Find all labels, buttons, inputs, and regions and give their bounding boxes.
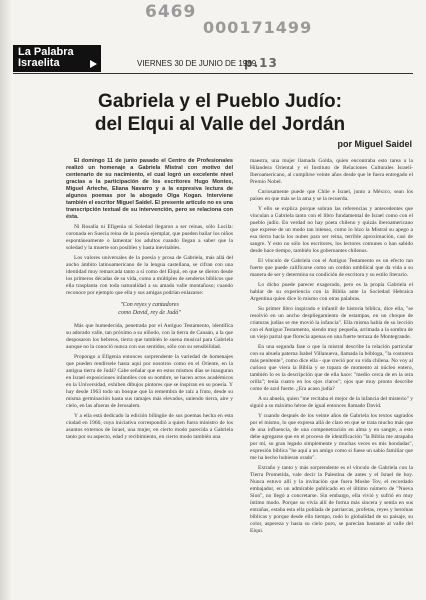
paragraph: Curiosamente puede que Chile e Israel, junto a México, sean los países en que más se la ama y se la recuerda. bbox=[250, 189, 413, 202]
verse-quote bbox=[66, 301, 233, 317]
quote-line: "Con reyes y cantadores bbox=[120, 302, 179, 308]
byline: por Miguel Saidel bbox=[337, 139, 412, 149]
issue-date: VIERNES 30 DE JUNIO DE 1989 bbox=[137, 59, 257, 68]
lead-paragraph: El domingo 11 de junio pasado el Centro de Profesionales realizó un homenaje a Gabriela Mistral con motivo del centenario de su nacimiento, el cual logró un excelente nivel gracias a la participación de los escritores Hugo Montes, Miguel Arteche, Eliana Navarro y a la expresiva lectura de algunos poemas por la abogado Olga Kogan. Interviene también el escritor Miguel Saidel. El presente artículo no es una transcripción textual de su intervención, pero se relaciona con ésta. bbox=[66, 158, 233, 220]
article-title bbox=[40, 90, 400, 136]
handwritten-number: 6469 bbox=[145, 2, 197, 22]
scan-edge-shadow bbox=[0, 0, 12, 600]
paragraph: Propongo a Efigenia entonces sorprendente la variedad de homenajes que pueden rendírsele hasta aquí por nosotros como en el Oriente, en la antigua tierra de Judá? Cabe señalar que en estos mismos días se inauguran en Israel exposiciones infantiles con su nombre, se hacen actos académicos en la Universidad, exhiben dibujos pintores que se inspiran en su poesía. Y hay desde 1963 todo un bosque que la remembra de raíz a fruto, desde su misma germinación hasta sus ramajes más elevados, uniendo tierra, aire y cielo, en las afueras de Jerusalem. bbox=[66, 354, 233, 409]
paragraph: El vínculo de Gabriela con el Antiguo Testamento es un efecto tan fuerte que puede calificarse como un cordón umbilical que da vida a su manera de ser y determina su condición de escritora y su estilo literario. bbox=[250, 258, 413, 278]
paragraph: Extraño y tanto y más sorprendente es el vínculo de Gabriela con la Tierra Prometida, vale decir la Palestina de antes y el Israel de hoy. Nunca estuvo allí y la invitación que fuera Moshe Tov, el recordado embajador, en un admirable publicado en el último número de "Nueva Sion", no llegó a concretarse. Sin embargo, ella vivió y sufrió en muy íntimo modo. Porque su vivía allí de forma más sincera y sentía en sus entrañas, estaba esta ella poblada de patriarcas, profetas, reyes y heroínas bíblicas y porque desde ella tiempo, todo lo globalidad de su paisaje, su color, aspereza y hasta su cielo puro, se parecían bastante al valle del Elqui. bbox=[250, 465, 413, 534]
paragraph: Lo dicho puede parecer exagerado, pero es la propia Gabriela el hablar de su experiencia con la Biblia ante la Sociedad Hebraica Argentina quien dice lo mismo con otras palabras. bbox=[250, 282, 413, 302]
handwritten-code: 000171499 bbox=[203, 18, 313, 37]
paragraph: En una segunda fase o que la mistral describe la relación particular con su abuela paterna Isabel Villanueva, llamada la bóbloga, "la costurera más penitente", como dice ella - que creció por su vida chilena. No voy al curioso que viera la Biblia y se topara de momento al núcleo entero, también lo es la descripción que de ella hace: "medio cerca de en la otra orilla"; tenía cuatro en los ojos claros"; ojos que muy pronto describe como de azul fuerte. ¿Era acaso judía? bbox=[250, 344, 413, 392]
logo-line-2: Israelita bbox=[18, 57, 60, 69]
paragraph: Y ello se explica porque sobran las referencias y antecedentes que vinculan a Gabriela tanto con el libro fundamental de Israel como con el pueblo judío. En verdad no hay poeta chileno y quizás iberoamericano que exprese de un modo tan intenso, como lo hizo la Mistral su apego a esa tierra hacia los nubes para ser reina, terrible aproximación, casi de sangre. Y esto no sólo los escritores, los lectores comunes o han sabido desde hace tiempo, también los gobernantes chilenos. bbox=[250, 206, 413, 254]
paragraph: Y a ella está dedicado la edición bilingüe de sus poemas hecha en esta ciudad en 1966, cuya iniciativa correspondió a quien fuera ministro de los asuntos externos de Israel, una mujer, en cierto modo parecida a Gabriela tanto por su aspecto, edad y recibimiento, en cierto modo también una bbox=[66, 413, 233, 440]
paragraph: Más que humedecida, penetrada por el Antiguo Testamento, identifica su adorado valle, tan próximo a su niñodo, con la tierra de Canaán, a la que desposaron los hebreos, tierra que también le suena musical para Gabriela aunque no la conoció nunca con sus sentidos, sólo con su sensibilidad. bbox=[66, 323, 233, 350]
newspaper-logo bbox=[13, 45, 101, 72]
column-left bbox=[66, 158, 233, 444]
paragraph: Su primer libro inspirado e infantil de historia bíblica, dice ella, "se resolvió en un ancho despliegamiento de estampas, en un choque de criaturas judías se me movió la infancia". Ella misma habla de su lección con el Antiguo Testamento, siendo muy pequeña, arrimada a la sombra de un viejo parral que florecía apenas en una fuerte terraza de Montegrande. bbox=[250, 306, 413, 340]
paragraph: Los valores universales de la poesía y prosa de Gabriela, más allá del ancho ámbito latinoamericano de la lengua castellana, se cifran con una identidad muy remarcada tanto a sí como del Elqui, en que se dieron desde los primeros décadas de su vida, como a múltiples de senderos bíblicos que ella trasplanta con toda naturalidad a su amado valle montañoso; cuando reconoce por ejemplo que ella y sus amigas podrían enlazarse: bbox=[66, 255, 233, 296]
paragraph: A su abuela, quien "me recitaba el mejor de la infancia del misterio" y siguió a su máximo héroe de igual entonces llamado David. bbox=[250, 396, 413, 409]
quote-line: como David, rey de Judá" bbox=[118, 310, 181, 316]
title-line-1: Gabriela y el Pueblo Judío: bbox=[98, 91, 342, 112]
title-line-2: del Elqui al Valle del Jordán bbox=[94, 114, 346, 135]
column-right bbox=[250, 158, 413, 538]
paragraph: Ni Rosalía ni Efigenia ni Soledad llegaron a ser reinas, sólo Lucila: coronada en Suecia reina de la poesía ejemplar, que pueden bailar los niños espontáneamente o lamentar los adultos cuando llegan a saber que la soledad y la muerte son posibles y hasta inevitables. bbox=[66, 224, 233, 251]
arrow-icon bbox=[90, 60, 97, 68]
handwritten-page: p.13 bbox=[244, 56, 278, 70]
paragraph: Y cuando después de los veinte años de Gabriela los textos sagrados por el mismo, lo que expresa allá de claro en que se trata mucho más que de una influencia, de una compenetración en alma y en sangre, a esto debe agregarse que en el proceso de identificación "la Biblia me atrapaba por mí, su gran legado simplemente y muchas veces es mis hondadas", expresión bíblica "he aquí a un amigo como si fuese un sabio familiar que me ha hecho hubieran orado". bbox=[250, 413, 413, 461]
logo-line-2-row bbox=[18, 58, 97, 69]
paragraph: maestra, una mujer llamada Golda, quien encontraba esto tarea a la Hilandera Oriental y el Instituto de Relaciones Culturales Israelí-Iberoamericano, al cumplirse veinte años desde que le fuera entregado el Premio Nobel. bbox=[250, 158, 413, 185]
logo-line-1: La Palabra bbox=[18, 46, 74, 58]
header-divider bbox=[13, 73, 413, 74]
